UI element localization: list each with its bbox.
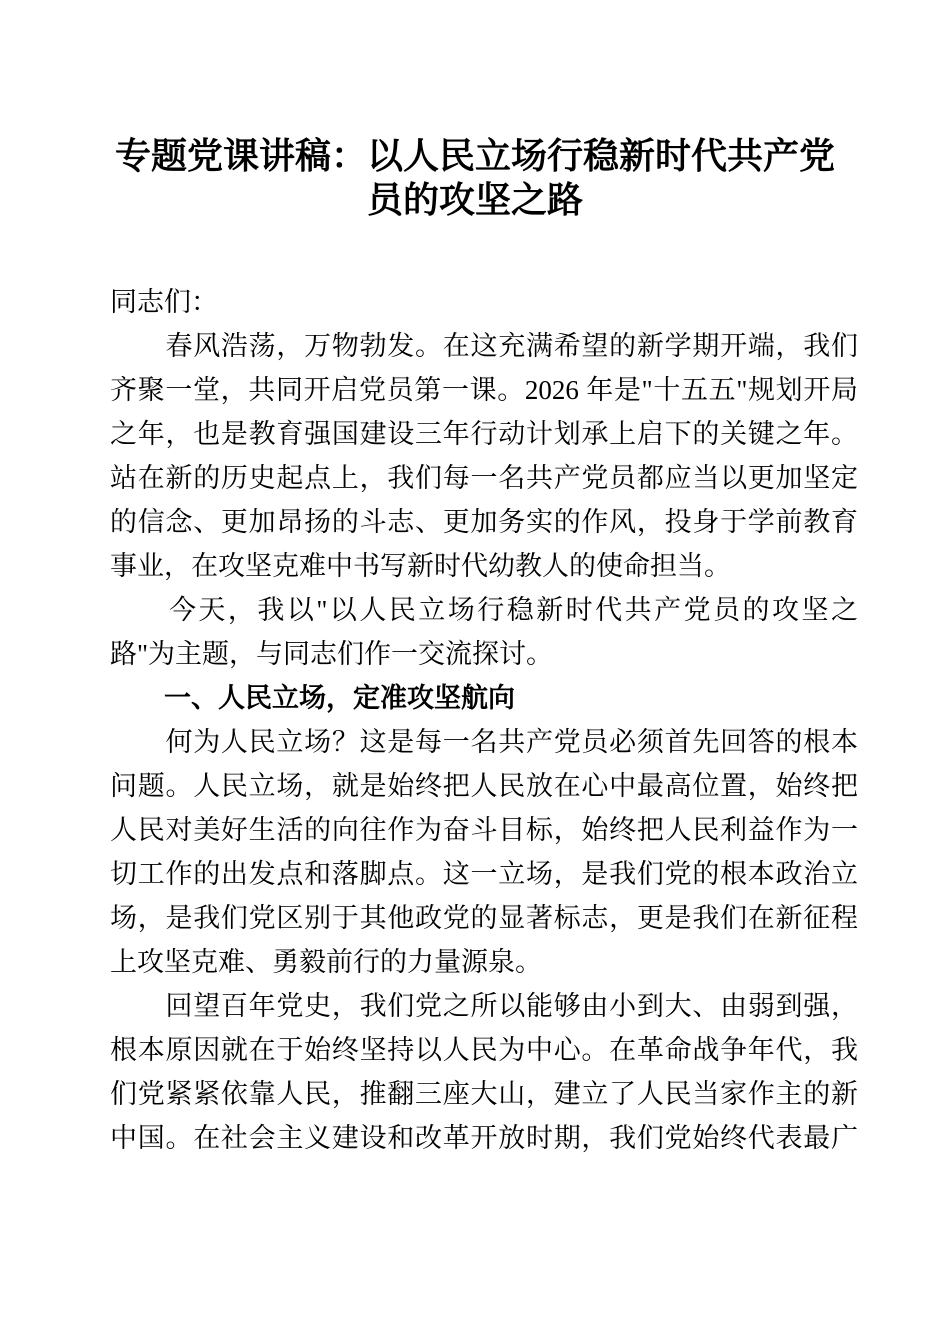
text-line: 齐聚一堂，共同开启党员第一课。2026 年是"十五五"规划开局 [110, 375, 858, 405]
text-line: 人民对美好生活的向往作为奋斗目标，始终把人民利益作为一 [110, 815, 858, 845]
text-line: 场，是我们党区别于其他政党的显著标志，更是我们在新征程 [110, 903, 858, 933]
document-body [110, 280, 858, 1160]
text-line: 们党紧紧依靠人民，推翻三座大山，建立了人民当家作主的新 [110, 1079, 858, 1109]
document-title [0, 134, 950, 222]
paragraph [110, 984, 858, 1160]
paragraph [110, 324, 858, 588]
text-line: 春风浩荡，万物勃发。在这充满希望的新学期开端，我们 [110, 331, 858, 361]
text-line: 中国。在社会主义建设和改革开放时期，我们党始终代表最广 [110, 1123, 858, 1153]
paragraph [110, 280, 858, 324]
text-line: 路"为主题，与同志们作一交流探讨。 [110, 639, 554, 669]
text-line: 上攻坚克难、勇毅前行的力量源泉。 [110, 947, 542, 977]
paragraph [110, 720, 858, 984]
heading-line: 一、人民立场，定准攻坚航向 [110, 683, 515, 713]
title-line: 员的攻坚之路 [366, 180, 583, 220]
text-line: 事业，在攻坚克难中书写新时代幼教人的使命担当。 [110, 551, 731, 581]
text-line: 何为人民立场？这是每一名共产党员必须首先回答的根本 [110, 727, 858, 757]
text-line: 回望百年党史，我们党之所以能够由小到大、由弱到强， [110, 991, 858, 1021]
text-line: 今天，我以"以人民立场行稳新时代共产党员的攻坚之 [110, 595, 858, 625]
text-line: 根本原因就在于始终坚持以人民为中心。在革命战争年代，我 [110, 1035, 858, 1065]
title-line: 专题党课讲稿：以人民立场行稳新时代共产党 [114, 136, 835, 176]
text-line: 之年，也是教育强国建设三年行动计划承上启下的关键之年。 [110, 419, 858, 449]
section-heading [110, 676, 858, 720]
text-line: 站在新的历史起点上，我们每一名共产党员都应当以更加坚定 [110, 463, 858, 493]
paragraph [110, 588, 858, 676]
text-line: 的信念、更加昂扬的斗志、更加务实的作风，投身于学前教育 [110, 507, 858, 537]
text-line: 切工作的出发点和落脚点。这一立场，是我们党的根本政治立 [110, 859, 858, 889]
text-line: 问题。人民立场，就是始终把人民放在心中最高位置，始终把 [110, 771, 858, 801]
text-line: 同志们： [110, 287, 218, 317]
